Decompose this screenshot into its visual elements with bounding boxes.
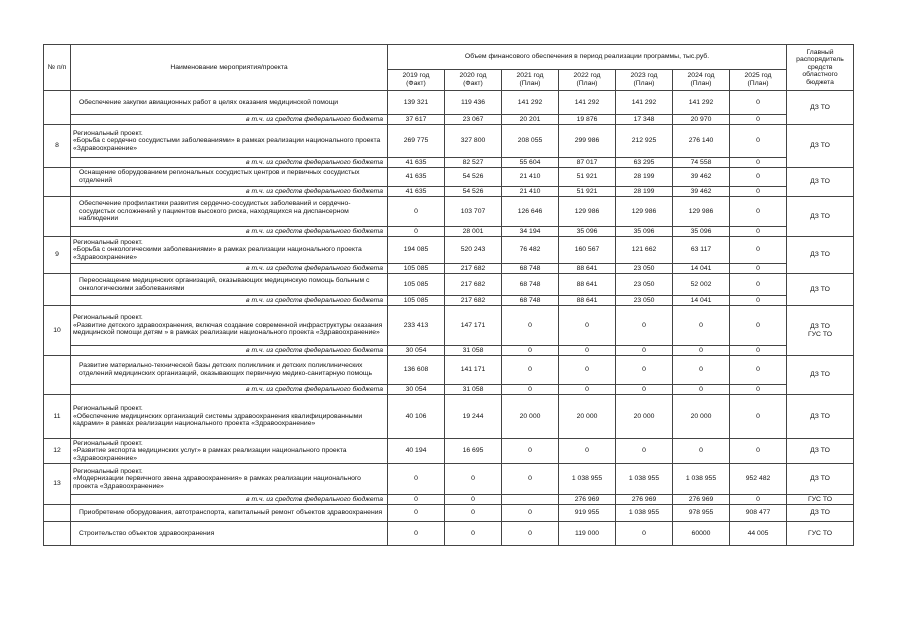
federal-value-cell [502, 495, 559, 505]
federal-value-cell: 87 017 [559, 158, 616, 168]
federal-row [44, 264, 854, 274]
federal-value-cell: 0 [502, 385, 559, 395]
federal-value-cell: 0 [388, 227, 445, 237]
value-cell: 212 925 [616, 125, 673, 158]
federal-value-cell: 0 [730, 264, 787, 274]
value-cell: 129 986 [673, 197, 730, 227]
value-cell: 0 [388, 464, 445, 495]
value-cell: 88 641 [559, 274, 616, 296]
federal-value-cell: 276 969 [559, 495, 616, 505]
table-row [44, 274, 854, 296]
header-year: 2025 год (План) [730, 70, 787, 91]
federal-value-cell: 37 617 [388, 115, 445, 125]
row-number: 9 [44, 237, 71, 274]
header-year: 2020 год (Факт) [445, 70, 502, 91]
row-number: 8 [44, 125, 71, 168]
federal-value-cell: 23 050 [616, 264, 673, 274]
federal-row [44, 346, 854, 356]
table-row [44, 125, 854, 158]
federal-row [44, 115, 854, 125]
row-number [44, 91, 71, 125]
value-cell: 0 [730, 125, 787, 158]
federal-label: в т.ч. из средств федерального бюджета [71, 187, 388, 197]
federal-row [44, 385, 854, 395]
row-number: 11 [44, 395, 71, 439]
federal-value-cell: 23 050 [616, 296, 673, 306]
value-cell: 105 085 [388, 274, 445, 296]
row-name: Региональный проект. «Обеспечение медицинских организаций системы здравоохранения квалифицированными кадрами» в рамках реализации национального проекта «Здравоохранение» [71, 395, 388, 439]
federal-value-cell: 54 526 [445, 187, 502, 197]
row-number: 12 [44, 439, 71, 464]
row-name: Региональный проект. «Развитие экспорта медицинских услуг» в рамках реализации национального проекта «Здравоохранение» [71, 439, 388, 464]
value-cell: 0 [616, 522, 673, 546]
value-cell: 269 775 [388, 125, 445, 158]
federal-value-cell: 0 [559, 385, 616, 395]
value-cell: 217 682 [445, 274, 502, 296]
value-cell: 0 [730, 91, 787, 115]
distributor-cell: ДЗ ТО [787, 125, 854, 168]
federal-value-cell: 0 [388, 495, 445, 505]
value-cell: 121 662 [616, 237, 673, 264]
value-cell: 0 [502, 464, 559, 495]
federal-value-cell: 63 295 [616, 158, 673, 168]
federal-value-cell: 0 [559, 346, 616, 356]
value-cell: 0 [730, 395, 787, 439]
table-row [44, 197, 854, 227]
table-row [44, 505, 854, 522]
federal-value-cell: 28 199 [616, 187, 673, 197]
distributor-cell: ГУС ТО [787, 495, 854, 505]
federal-value-cell: 41 635 [388, 158, 445, 168]
value-cell: 1 038 955 [616, 505, 673, 522]
value-cell: 978 955 [673, 505, 730, 522]
value-cell: 299 986 [559, 125, 616, 158]
distributor-cell: ДЗ ТО [787, 197, 854, 237]
value-cell: 20 000 [502, 395, 559, 439]
header-num: № п/п [44, 45, 71, 91]
distributor-cell: ДЗ ТО [787, 464, 854, 495]
table-row [44, 168, 854, 187]
value-cell: 0 [559, 439, 616, 464]
value-cell: 54 526 [445, 168, 502, 187]
value-cell: 0 [730, 274, 787, 296]
value-cell: 147 171 [445, 306, 502, 346]
value-cell: 0 [502, 522, 559, 546]
header-volume: Объем финансового обеспечения в период реализации программы, тыс.руб. [388, 45, 787, 70]
table-row [44, 395, 854, 439]
value-cell: 0 [445, 464, 502, 495]
distributor-cell: ДЗ ТО ГУС ТО [787, 306, 854, 356]
row-number: 13 [44, 464, 71, 505]
federal-value-cell: 30 054 [388, 385, 445, 395]
table-row [44, 464, 854, 495]
value-cell: 141 292 [616, 91, 673, 115]
value-cell: 0 [730, 439, 787, 464]
distributor-cell: ДЗ ТО [787, 395, 854, 439]
federal-value-cell: 0 [673, 346, 730, 356]
federal-value-cell: 41 635 [388, 187, 445, 197]
federal-value-cell: 88 641 [559, 296, 616, 306]
federal-value-cell: 0 [502, 346, 559, 356]
distributor-cell: ДЗ ТО [787, 91, 854, 125]
federal-value-cell: 0 [673, 385, 730, 395]
value-cell: 63 117 [673, 237, 730, 264]
value-cell: 21 410 [502, 168, 559, 187]
value-cell: 0 [388, 197, 445, 227]
value-cell: 141 292 [673, 91, 730, 115]
value-cell: 119 436 [445, 91, 502, 115]
row-name: Оснащение оборудованием региональных сосудистых центров и первичных сосудистых отделений [71, 168, 388, 187]
value-cell: 19 244 [445, 395, 502, 439]
value-cell: 0 [673, 356, 730, 385]
value-cell: 0 [730, 306, 787, 346]
value-cell: 0 [673, 306, 730, 346]
federal-value-cell: 68 748 [502, 296, 559, 306]
value-cell: 0 [616, 306, 673, 346]
federal-value-cell: 0 [445, 495, 502, 505]
value-cell: 20 000 [616, 395, 673, 439]
value-cell: 0 [673, 439, 730, 464]
value-cell: 20 000 [559, 395, 616, 439]
federal-value-cell: 82 527 [445, 158, 502, 168]
table-body [44, 91, 854, 546]
value-cell: 0 [502, 505, 559, 522]
value-cell: 136 608 [388, 356, 445, 385]
federal-value-cell: 55 604 [502, 158, 559, 168]
value-cell: 0 [388, 505, 445, 522]
federal-value-cell: 0 [730, 115, 787, 125]
federal-value-cell: 14 041 [673, 264, 730, 274]
federal-value-cell: 28 001 [445, 227, 502, 237]
value-cell: 68 748 [502, 274, 559, 296]
federal-label: в т.ч. из средств федерального бюджета [71, 158, 388, 168]
federal-value-cell: 51 921 [559, 187, 616, 197]
federal-value-cell: 0 [616, 346, 673, 356]
header-year: 2022 год (План) [559, 70, 616, 91]
federal-value-cell: 35 096 [673, 227, 730, 237]
row-name: Строительство объектов здравоохранения [71, 522, 388, 546]
federal-label: в т.ч. из средств федерального бюджета [71, 264, 388, 274]
federal-value-cell: 31 058 [445, 346, 502, 356]
row-number [44, 356, 71, 395]
value-cell: 141 292 [502, 91, 559, 115]
federal-label: в т.ч. из средств федерального бюджета [71, 346, 388, 356]
value-cell: 139 321 [388, 91, 445, 115]
value-cell: 51 921 [559, 168, 616, 187]
value-cell: 0 [730, 197, 787, 227]
federal-label: в т.ч. из средств федерального бюджета [71, 385, 388, 395]
value-cell: 20 000 [673, 395, 730, 439]
distributor-cell: ДЗ ТО [787, 356, 854, 395]
value-cell: 119 000 [559, 522, 616, 546]
value-cell: 40 194 [388, 439, 445, 464]
row-number [44, 274, 71, 306]
value-cell: 0 [616, 356, 673, 385]
value-cell: 23 050 [616, 274, 673, 296]
value-cell: 908 477 [730, 505, 787, 522]
row-number [44, 505, 71, 522]
federal-value-cell: 217 682 [445, 264, 502, 274]
federal-value-cell: 39 462 [673, 187, 730, 197]
distributor-cell: ДЗ ТО [787, 505, 854, 522]
federal-value-cell: 105 085 [388, 296, 445, 306]
federal-value-cell: 74 558 [673, 158, 730, 168]
header-year: 2024 год (План) [673, 70, 730, 91]
federal-row [44, 158, 854, 168]
value-cell: 141 171 [445, 356, 502, 385]
value-cell: 129 986 [559, 197, 616, 227]
row-name: Переоснащение медицинских организаций, оказывающих медицинскую помощь больным с онкологическими заболеваниями [71, 274, 388, 296]
value-cell: 160 567 [559, 237, 616, 264]
federal-value-cell: 0 [730, 158, 787, 168]
row-name: Региональный проект. «Борьба с онкологическими заболеваниями» в рамках реализации национального проекта «Здравоохранение» [71, 237, 388, 264]
table-header [44, 45, 854, 91]
row-name: Обеспечение профилактики развития сердечно-сосудистых заболеваний и сердечно-сосудистых осложнений у пациентов высокого риска, находящихся на диспансерном наблюдении [71, 197, 388, 227]
table-row [44, 91, 854, 115]
value-cell: 141 292 [559, 91, 616, 115]
value-cell: 103 707 [445, 197, 502, 227]
value-cell: 40 106 [388, 395, 445, 439]
distributor-cell: ДЗ ТО [787, 274, 854, 306]
value-cell: 952 482 [730, 464, 787, 495]
federal-value-cell: 35 096 [616, 227, 673, 237]
federal-value-cell: 276 969 [673, 495, 730, 505]
federal-value-cell: 0 [730, 495, 787, 505]
value-cell: 208 055 [502, 125, 559, 158]
value-cell: 327 800 [445, 125, 502, 158]
federal-value-cell: 20 201 [502, 115, 559, 125]
federal-row [44, 187, 854, 197]
value-cell: 52 002 [673, 274, 730, 296]
federal-label: в т.ч. из средств федерального бюджета [71, 495, 388, 505]
value-cell: 76 482 [502, 237, 559, 264]
value-cell: 39 462 [673, 168, 730, 187]
header-year: 2019 год (Факт) [388, 70, 445, 91]
value-cell: 16 695 [445, 439, 502, 464]
table-row [44, 237, 854, 264]
value-cell: 0 [730, 168, 787, 187]
table-row [44, 356, 854, 385]
value-cell: 0 [730, 237, 787, 264]
federal-value-cell: 20 970 [673, 115, 730, 125]
value-cell: 233 413 [388, 306, 445, 346]
value-cell: 0 [445, 522, 502, 546]
row-name: Развитие материально-технической базы детских поликлиник и детских поликлинических отделений медицинских организаций, оказывающих первичную медико-санитарную помощь [71, 356, 388, 385]
federal-value-cell: 31 058 [445, 385, 502, 395]
federal-value-cell: 88 641 [559, 264, 616, 274]
distributor-cell: ГУС ТО [787, 522, 854, 546]
distributor-cell: ДЗ ТО [787, 168, 854, 197]
row-name: Приобретение оборудования, автотранспорта, капитальный ремонт объектов здравоохранения [71, 505, 388, 522]
header-distributor: Главный распорядитель средств областного бюджета [787, 45, 854, 91]
value-cell: 0 [388, 522, 445, 546]
value-cell: 1 038 955 [616, 464, 673, 495]
federal-label: в т.ч. из средств федерального бюджета [71, 296, 388, 306]
row-number [44, 197, 71, 237]
value-cell: 0 [559, 306, 616, 346]
federal-value-cell: 0 [730, 346, 787, 356]
header-year: 2021 год (План) [502, 70, 559, 91]
federal-value-cell: 68 748 [502, 264, 559, 274]
federal-row [44, 227, 854, 237]
federal-value-cell: 217 682 [445, 296, 502, 306]
value-cell: 129 986 [616, 197, 673, 227]
row-name: Региональный проект. «Модернизации первичного звена здравоохранения» в рамках реализации национального проекта «Здравоохранение» [71, 464, 388, 495]
federal-label: в т.ч. из средств федерального бюджета [71, 115, 388, 125]
federal-value-cell: 276 969 [616, 495, 673, 505]
federal-value-cell: 0 [730, 187, 787, 197]
federal-value-cell: 21 410 [502, 187, 559, 197]
value-cell: 41 635 [388, 168, 445, 187]
value-cell: 28 199 [616, 168, 673, 187]
row-name: Региональный проект. «Борьба с сердечно сосудистыми заболеваниями» в рамках реализации национального проекта «Здравоохранение» [71, 125, 388, 158]
value-cell: 1 038 955 [673, 464, 730, 495]
federal-row [44, 296, 854, 306]
value-cell: 0 [502, 439, 559, 464]
finance-table [43, 44, 854, 546]
federal-value-cell: 17 348 [616, 115, 673, 125]
value-cell: 126 646 [502, 197, 559, 227]
header-name: Наименование мероприятия/проекта [71, 45, 388, 91]
value-cell: 194 085 [388, 237, 445, 264]
value-cell: 0 [616, 439, 673, 464]
value-cell: 60000 [673, 522, 730, 546]
distributor-cell: ДЗ ТО [787, 439, 854, 464]
federal-value-cell: 30 054 [388, 346, 445, 356]
federal-row [44, 495, 854, 505]
table-row [44, 306, 854, 346]
row-number: 10 [44, 306, 71, 356]
value-cell: 1 038 955 [559, 464, 616, 495]
value-cell: 520 243 [445, 237, 502, 264]
row-name: Региональный проект. «Развитие детского здравоохранения, включая создание современной инфраструктуры оказания медицинской помощи детям » в рамках реализации национального проекта «Здравоохранение» [71, 306, 388, 346]
value-cell: 0 [502, 356, 559, 385]
value-cell: 919 955 [559, 505, 616, 522]
federal-label: в т.ч. из средств федерального бюджета [71, 227, 388, 237]
federal-value-cell: 0 [730, 385, 787, 395]
federal-value-cell: 23 067 [445, 115, 502, 125]
federal-value-cell: 19 876 [559, 115, 616, 125]
table-row [44, 522, 854, 546]
distributor-cell: ДЗ ТО [787, 237, 854, 274]
header-year: 2023 год (План) [616, 70, 673, 91]
value-cell: 44 005 [730, 522, 787, 546]
federal-value-cell: 0 [730, 296, 787, 306]
row-name: Обеспечение закупки авиационных работ в целях оказания медицинской помощи [71, 91, 388, 115]
row-number [44, 522, 71, 546]
federal-value-cell: 35 096 [559, 227, 616, 237]
federal-value-cell: 34 194 [502, 227, 559, 237]
federal-value-cell: 0 [730, 227, 787, 237]
value-cell: 0 [445, 505, 502, 522]
federal-value-cell: 105 085 [388, 264, 445, 274]
federal-value-cell: 0 [616, 385, 673, 395]
table-row [44, 439, 854, 464]
value-cell: 0 [730, 356, 787, 385]
value-cell: 276 140 [673, 125, 730, 158]
value-cell: 0 [559, 356, 616, 385]
value-cell: 0 [502, 306, 559, 346]
row-number [44, 168, 71, 197]
federal-value-cell: 14 041 [673, 296, 730, 306]
